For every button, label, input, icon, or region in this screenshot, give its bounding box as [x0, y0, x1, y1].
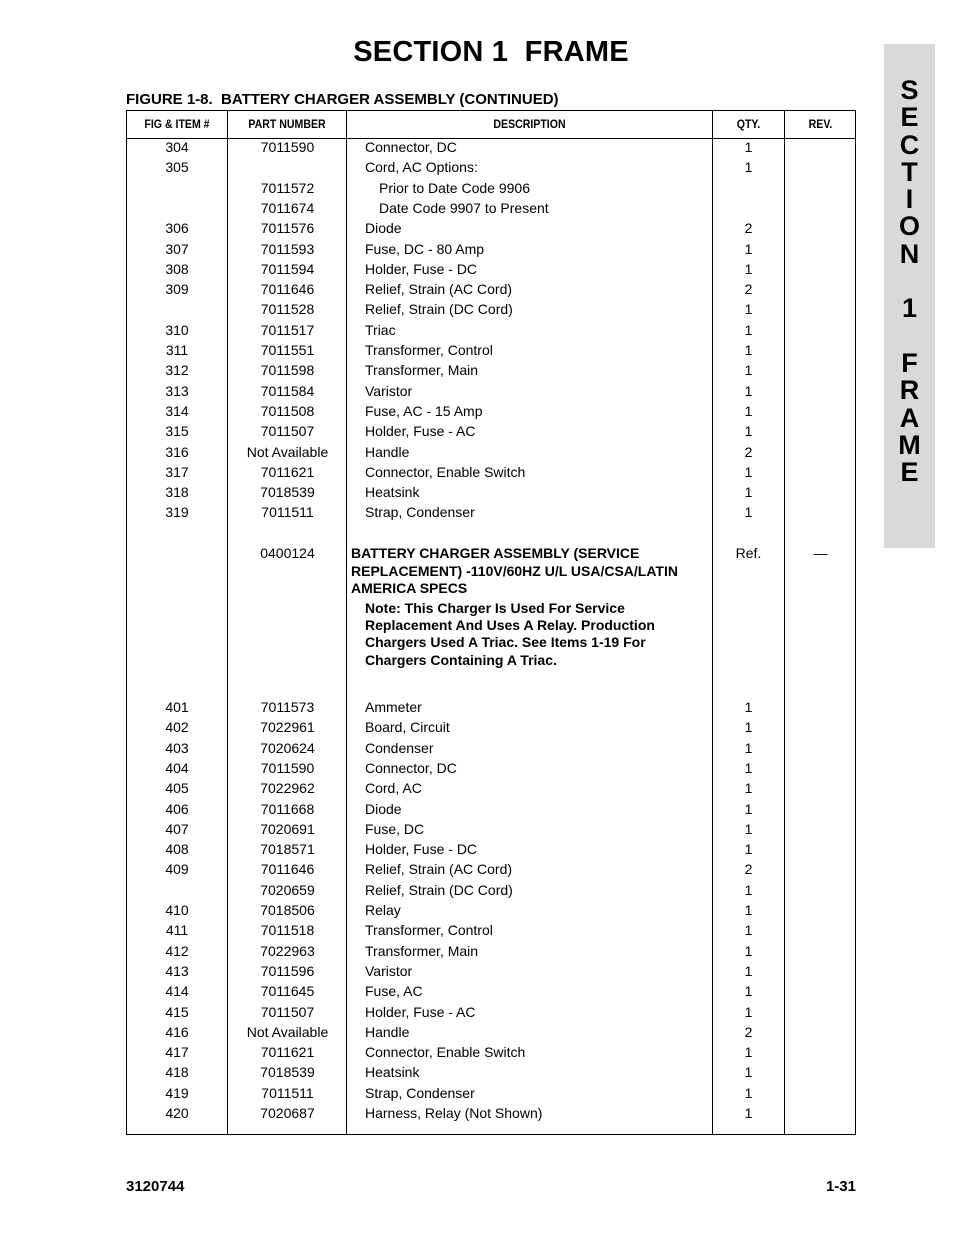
table-row	[127, 983, 855, 1003]
table-row	[127, 504, 855, 524]
item-number: 409	[165, 861, 189, 878]
item-number: 316	[165, 443, 189, 460]
table-row	[127, 444, 855, 464]
part-number: 7011596	[260, 962, 315, 979]
table-row	[127, 841, 855, 861]
quantity: 1	[744, 1084, 753, 1101]
section-side-tab	[884, 44, 935, 548]
table-row	[127, 1105, 855, 1125]
item-number: 418	[165, 1064, 189, 1081]
item-number: 318	[165, 484, 189, 501]
part-number: 7022963	[260, 942, 315, 959]
table-row	[127, 1004, 855, 1024]
side-tab-letter: E	[900, 457, 919, 488]
quantity: 1	[744, 922, 753, 939]
description: Heatsink	[365, 484, 420, 501]
description: Strap, Condenser	[365, 504, 475, 521]
part-number: 7022961	[260, 719, 315, 736]
quantity: 1	[744, 382, 753, 399]
description: Fuse, AC	[365, 983, 423, 1000]
quantity: 1	[744, 780, 753, 797]
part-number: Not Available	[246, 443, 329, 460]
table-row	[127, 922, 855, 942]
quantity: 1	[744, 1044, 753, 1061]
part-number: 7011593	[260, 240, 315, 257]
quantity: 1	[744, 841, 753, 858]
description: Fuse, DC - 80 Amp	[365, 240, 485, 257]
part-number: 7011645	[260, 983, 315, 1000]
item-number: 317	[165, 463, 189, 480]
part-number: 7011646	[260, 861, 315, 878]
item-number: 311	[165, 342, 189, 358]
description: Diode	[365, 220, 402, 237]
part-number: 7011511	[261, 504, 314, 521]
description: Connector, Enable Switch	[365, 463, 526, 480]
table-row	[127, 301, 855, 321]
parts-table	[126, 110, 856, 1135]
table-row	[127, 241, 855, 261]
part-number: 7020659	[260, 881, 315, 898]
quantity: 1	[744, 301, 753, 318]
description: Connector, DC	[365, 139, 457, 155]
description: Holder, Fuse - AC	[365, 1003, 476, 1020]
header-qty: QTY.	[736, 117, 761, 131]
part-number: 7011507	[260, 423, 315, 440]
description: Diode	[365, 800, 402, 817]
quantity: 1	[744, 1003, 753, 1020]
quantity: 1	[744, 739, 753, 756]
description: Harness, Relay (Not Shown)	[365, 1105, 543, 1121]
part-number: 7011517	[260, 321, 315, 338]
quantity: 1	[744, 362, 753, 379]
item-number: 407	[165, 820, 189, 837]
part-number: 7011590	[260, 759, 315, 776]
description: Triac	[365, 321, 396, 338]
item-number: 413	[165, 962, 189, 979]
item-number: 314	[165, 402, 189, 419]
part-number: 7011573	[260, 699, 315, 715]
item-number: 306	[165, 220, 189, 237]
table-row	[127, 902, 855, 922]
description: Fuse, DC	[365, 820, 425, 837]
quantity: 1	[744, 260, 753, 277]
description: Relief, Strain (AC Cord)	[365, 281, 513, 298]
item-number: 307	[165, 240, 189, 257]
description: Heatsink	[365, 1064, 420, 1081]
figure-title: FIGURE 1-8. BATTERY CHARGER ASSEMBLY (CONTINUED)	[126, 91, 559, 108]
table-row	[127, 719, 855, 739]
description: Board, Circuit	[365, 719, 450, 736]
item-number: 406	[165, 800, 189, 817]
quantity: 1	[744, 881, 753, 898]
quantity: Ref.	[735, 545, 762, 561]
side-tab-letters	[884, 77, 935, 486]
table-row	[127, 943, 855, 963]
description: Transformer, Control	[365, 922, 493, 939]
side-tab-letter	[884, 323, 935, 350]
table-row	[127, 963, 855, 983]
table-row	[127, 760, 855, 780]
table-row	[127, 882, 855, 902]
side-tab-letter: O	[898, 211, 920, 242]
description: Cord, AC Options:	[365, 159, 478, 176]
quantity: 1	[744, 759, 753, 776]
part-number: 7018506	[260, 902, 315, 918]
part-number: 7018539	[260, 1064, 315, 1081]
quantity: 1	[744, 1105, 753, 1121]
description: Varistor	[365, 382, 413, 399]
table-row	[127, 780, 855, 800]
description: Transformer, Main	[365, 942, 479, 959]
description: Cord, AC	[365, 780, 422, 797]
part-number: 7020687	[260, 1105, 315, 1121]
quantity: 1	[744, 983, 753, 1000]
side-tab-letter: A	[899, 402, 920, 433]
table-row	[127, 383, 855, 403]
item-number: 310	[165, 321, 189, 338]
description: Varistor	[365, 962, 413, 979]
side-tab-letter: F	[901, 347, 918, 378]
table-row	[127, 362, 855, 382]
part-number: 7011668	[260, 800, 315, 817]
side-tab-letter: I	[905, 184, 914, 215]
item-number: 417	[165, 1044, 189, 1061]
part-number: 7018539	[260, 484, 315, 501]
table-row	[127, 1044, 855, 1064]
description: Transformer, Control	[365, 342, 493, 358]
part-number: 7011576	[260, 220, 315, 237]
table-row	[127, 861, 855, 881]
side-tab-letter: C	[899, 129, 920, 160]
part-number: 7011674	[260, 199, 315, 216]
item-number: 411	[165, 922, 189, 939]
quantity: 2	[744, 220, 753, 237]
part-number: 7020691	[260, 820, 315, 837]
table-row	[127, 1064, 855, 1084]
quantity: 1	[744, 962, 753, 979]
quantity: 1	[744, 240, 753, 257]
quantity: 2	[744, 1023, 753, 1040]
table-row	[127, 342, 855, 362]
part-number: 7011621	[260, 463, 315, 480]
item-number: 403	[165, 739, 189, 756]
quantity: 1	[744, 902, 753, 918]
item-number: 416	[165, 1023, 189, 1040]
part-number: 7011528	[260, 301, 315, 318]
quantity: 1	[744, 484, 753, 501]
part-number: 7011507	[260, 1003, 315, 1020]
assembly-row	[127, 545, 855, 685]
table-row	[127, 699, 855, 719]
table-header	[127, 111, 855, 139]
table-row	[127, 200, 855, 220]
table-row	[127, 322, 855, 342]
description: Handle	[365, 443, 410, 460]
quantity: 2	[744, 861, 753, 878]
item-number: 309	[165, 281, 189, 298]
quantity: 1	[744, 139, 753, 155]
item-number: 405	[165, 780, 189, 797]
item-number: 305	[165, 159, 189, 176]
item-number: 404	[165, 759, 189, 776]
item-number: 315	[165, 423, 189, 440]
description: Holder, Fuse - DC	[365, 841, 478, 858]
table-row	[127, 139, 855, 159]
quantity: 1	[744, 402, 753, 419]
table-row	[127, 423, 855, 443]
item-number: 420	[165, 1105, 189, 1121]
item-number: 313	[165, 382, 189, 399]
description: Transformer, Main	[365, 362, 479, 379]
table-row	[127, 740, 855, 760]
item-number: 312	[165, 362, 189, 379]
side-tab-letter: N	[899, 238, 920, 269]
side-tab-letter: 1	[901, 293, 918, 324]
footer-page-number: 1-31	[825, 1178, 856, 1195]
quantity: 2	[744, 281, 753, 298]
part-number: 7011621	[260, 1044, 315, 1061]
side-tab-letter: M	[898, 429, 921, 460]
part-number: 7011572	[260, 179, 315, 196]
description: Strap, Condenser	[365, 1084, 475, 1101]
item-number: 308	[165, 260, 189, 277]
item-number: 414	[165, 983, 189, 1000]
item-number: 408	[165, 841, 189, 858]
part-number: 7011584	[260, 382, 315, 399]
description: Relief, Strain (AC Cord)	[365, 861, 513, 878]
quantity: 1	[744, 423, 753, 440]
quantity: 1	[744, 1064, 753, 1081]
part-number: 7011511	[261, 1084, 314, 1101]
quantity: 1	[744, 699, 753, 715]
table-row	[127, 464, 855, 484]
description: Condenser	[365, 739, 434, 756]
description: Ammeter	[365, 699, 422, 715]
item-number: 402	[165, 719, 189, 736]
table-row	[127, 821, 855, 841]
part-number: 7020624	[260, 739, 315, 756]
table-row	[127, 261, 855, 281]
part-number: 7011594	[260, 260, 315, 277]
table-row	[127, 220, 855, 240]
table-row	[127, 1024, 855, 1044]
table-row	[127, 281, 855, 301]
side-tab-letter: T	[901, 156, 918, 187]
part-number: 7011598	[260, 362, 315, 379]
side-tab-letter	[884, 268, 935, 295]
header-item: FIG & ITEM #	[144, 117, 210, 131]
part-number: 7022962	[260, 780, 315, 797]
table-row	[127, 1085, 855, 1105]
part-number: Not Available	[246, 1023, 329, 1040]
item-number: 419	[165, 1084, 189, 1101]
item-number: 319	[165, 504, 189, 521]
footer-doc-number: 3120744	[126, 1178, 185, 1195]
item-number: 410	[165, 902, 189, 918]
quantity: 1	[744, 719, 753, 736]
quantity: 1	[744, 342, 753, 358]
part-number: 7011646	[260, 281, 315, 298]
description: Connector, DC	[365, 759, 457, 776]
assembly-note: Note: This Charger Is Used For Service Replacement And Uses A Relay. Production Chargers Used A Triac. See Items 1-19 For Chargers Containing A Triac.	[365, 600, 655, 668]
side-tab-letter: R	[899, 375, 920, 406]
header-rev: REV.	[808, 117, 833, 131]
description: Fuse, AC - 15 Amp	[365, 402, 483, 419]
part-number: 0400124	[260, 545, 315, 561]
side-tab-letter: S	[900, 75, 919, 105]
description: Holder, Fuse - DC	[365, 260, 478, 277]
quantity: 1	[744, 800, 753, 817]
quantity: 1	[744, 820, 753, 837]
quantity: 1	[744, 463, 753, 480]
item-number: 304	[165, 139, 189, 155]
description: Handle	[365, 1023, 410, 1040]
item-number: 412	[165, 942, 189, 959]
description: Relay	[365, 902, 401, 918]
description: Relief, Strain (DC Cord)	[365, 301, 513, 318]
quantity: 1	[744, 321, 753, 338]
header-part-number: PART NUMBER	[248, 117, 326, 131]
part-number: 7011590	[260, 139, 315, 155]
assembly-description: BATTERY CHARGER ASSEMBLY (SERVICE REPLACEMENT) -110V/60HZ U/L USA/CSA/LATIN AMERICA SPECS	[351, 545, 678, 596]
page-title: SECTION 1 FRAME	[353, 36, 629, 68]
item-number: 415	[165, 1003, 189, 1020]
part-number: 7011508	[260, 402, 315, 419]
quantity: 1	[744, 159, 753, 176]
side-tab-letter: E	[900, 102, 919, 133]
part-number: 7011551	[260, 342, 315, 358]
description: Holder, Fuse - AC	[365, 423, 476, 440]
revision: —	[813, 545, 828, 561]
item-number: 401	[165, 699, 189, 715]
header-description: DESCRIPTION	[493, 117, 566, 131]
table-row	[127, 484, 855, 504]
table-row	[127, 159, 855, 179]
quantity: 1	[744, 942, 753, 959]
description: Date Code 9907 to Present	[379, 199, 549, 216]
quantity: 1	[744, 504, 753, 521]
table-row	[127, 180, 855, 200]
table-row	[127, 801, 855, 821]
description: Connector, Enable Switch	[365, 1044, 526, 1061]
part-number: 7018571	[260, 841, 315, 858]
table-row	[127, 403, 855, 423]
description: Prior to Date Code 9906	[379, 179, 530, 196]
part-number: 7011518	[260, 922, 315, 939]
description: Relief, Strain (DC Cord)	[365, 881, 513, 898]
quantity: 2	[744, 443, 753, 460]
